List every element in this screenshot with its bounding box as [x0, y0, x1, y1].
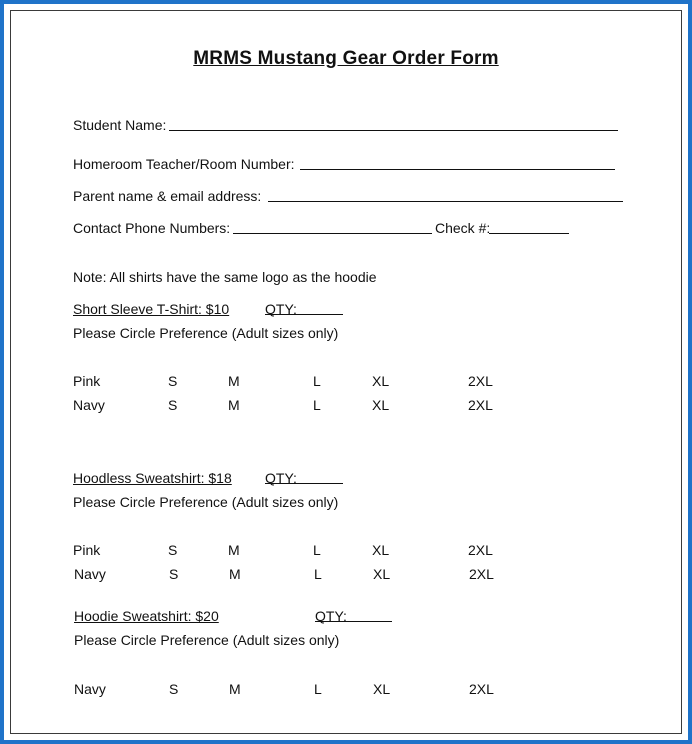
- size-option[interactable]: 2XL: [468, 397, 493, 413]
- size-option[interactable]: S: [168, 373, 178, 389]
- qty-label: QTY:: [315, 608, 347, 624]
- form-title: MRMS Mustang Gear Order Form: [193, 48, 499, 69]
- size-option[interactable]: M: [228, 397, 240, 413]
- size-option[interactable]: 2XL: [469, 681, 494, 697]
- size-option[interactable]: XL: [373, 681, 391, 697]
- size-option[interactable]: XL: [372, 397, 390, 413]
- instruction-text: Please Circle Preference (Adult sizes only): [73, 494, 339, 510]
- student-name-label: Student Name:: [73, 117, 167, 133]
- homeroom-label: Homeroom Teacher/Room Number:: [73, 156, 295, 172]
- student-name-field[interactable]: [169, 130, 618, 131]
- size-option[interactable]: 2XL: [469, 566, 494, 582]
- homeroom-field[interactable]: [300, 169, 615, 170]
- size-option[interactable]: S: [169, 566, 179, 582]
- size-option[interactable]: L: [314, 566, 322, 582]
- check-field[interactable]: [489, 233, 569, 234]
- instruction-text: Please Circle Preference (Adult sizes only): [74, 632, 340, 648]
- qty-field[interactable]: [315, 621, 392, 622]
- phone-field[interactable]: [233, 233, 432, 234]
- phone-label: Contact Phone Numbers:: [73, 220, 231, 236]
- parent-label: Parent name & email address:: [73, 188, 262, 204]
- size-option[interactable]: XL: [373, 566, 391, 582]
- color-label: Navy: [73, 397, 105, 413]
- size-option[interactable]: S: [168, 542, 178, 558]
- section-heading: Hoodless Sweatshirt: $18: [73, 470, 232, 486]
- size-option[interactable]: 2XL: [468, 373, 493, 389]
- qty-label: QTY:: [265, 301, 297, 317]
- size-option[interactable]: M: [228, 542, 240, 558]
- size-option[interactable]: XL: [372, 373, 390, 389]
- color-label: Pink: [73, 373, 101, 389]
- color-label: Navy: [74, 566, 106, 582]
- size-option[interactable]: S: [168, 397, 178, 413]
- section-heading: Hoodie Sweatshirt: $20: [74, 608, 219, 624]
- check-label: Check #:: [435, 220, 491, 236]
- size-option[interactable]: L: [313, 373, 321, 389]
- parent-field[interactable]: [268, 201, 623, 202]
- size-option[interactable]: L: [313, 542, 321, 558]
- qty-field[interactable]: [265, 314, 343, 315]
- size-option[interactable]: L: [313, 397, 321, 413]
- size-option[interactable]: S: [169, 681, 179, 697]
- size-option[interactable]: M: [229, 566, 241, 582]
- section-heading: Short Sleeve T-Shirt: $10: [73, 301, 230, 317]
- color-label: Navy: [74, 681, 106, 697]
- instruction-text: Please Circle Preference (Adult sizes only): [73, 325, 339, 341]
- color-label: Pink: [73, 542, 101, 558]
- size-option[interactable]: L: [314, 681, 322, 697]
- size-option[interactable]: XL: [372, 542, 390, 558]
- size-option[interactable]: M: [229, 681, 241, 697]
- qty-label: QTY:: [265, 470, 297, 486]
- note-text: Note: All shirts have the same logo as the hoodie: [73, 269, 377, 285]
- size-option[interactable]: M: [228, 373, 240, 389]
- size-option[interactable]: 2XL: [468, 542, 493, 558]
- qty-field[interactable]: [265, 483, 343, 484]
